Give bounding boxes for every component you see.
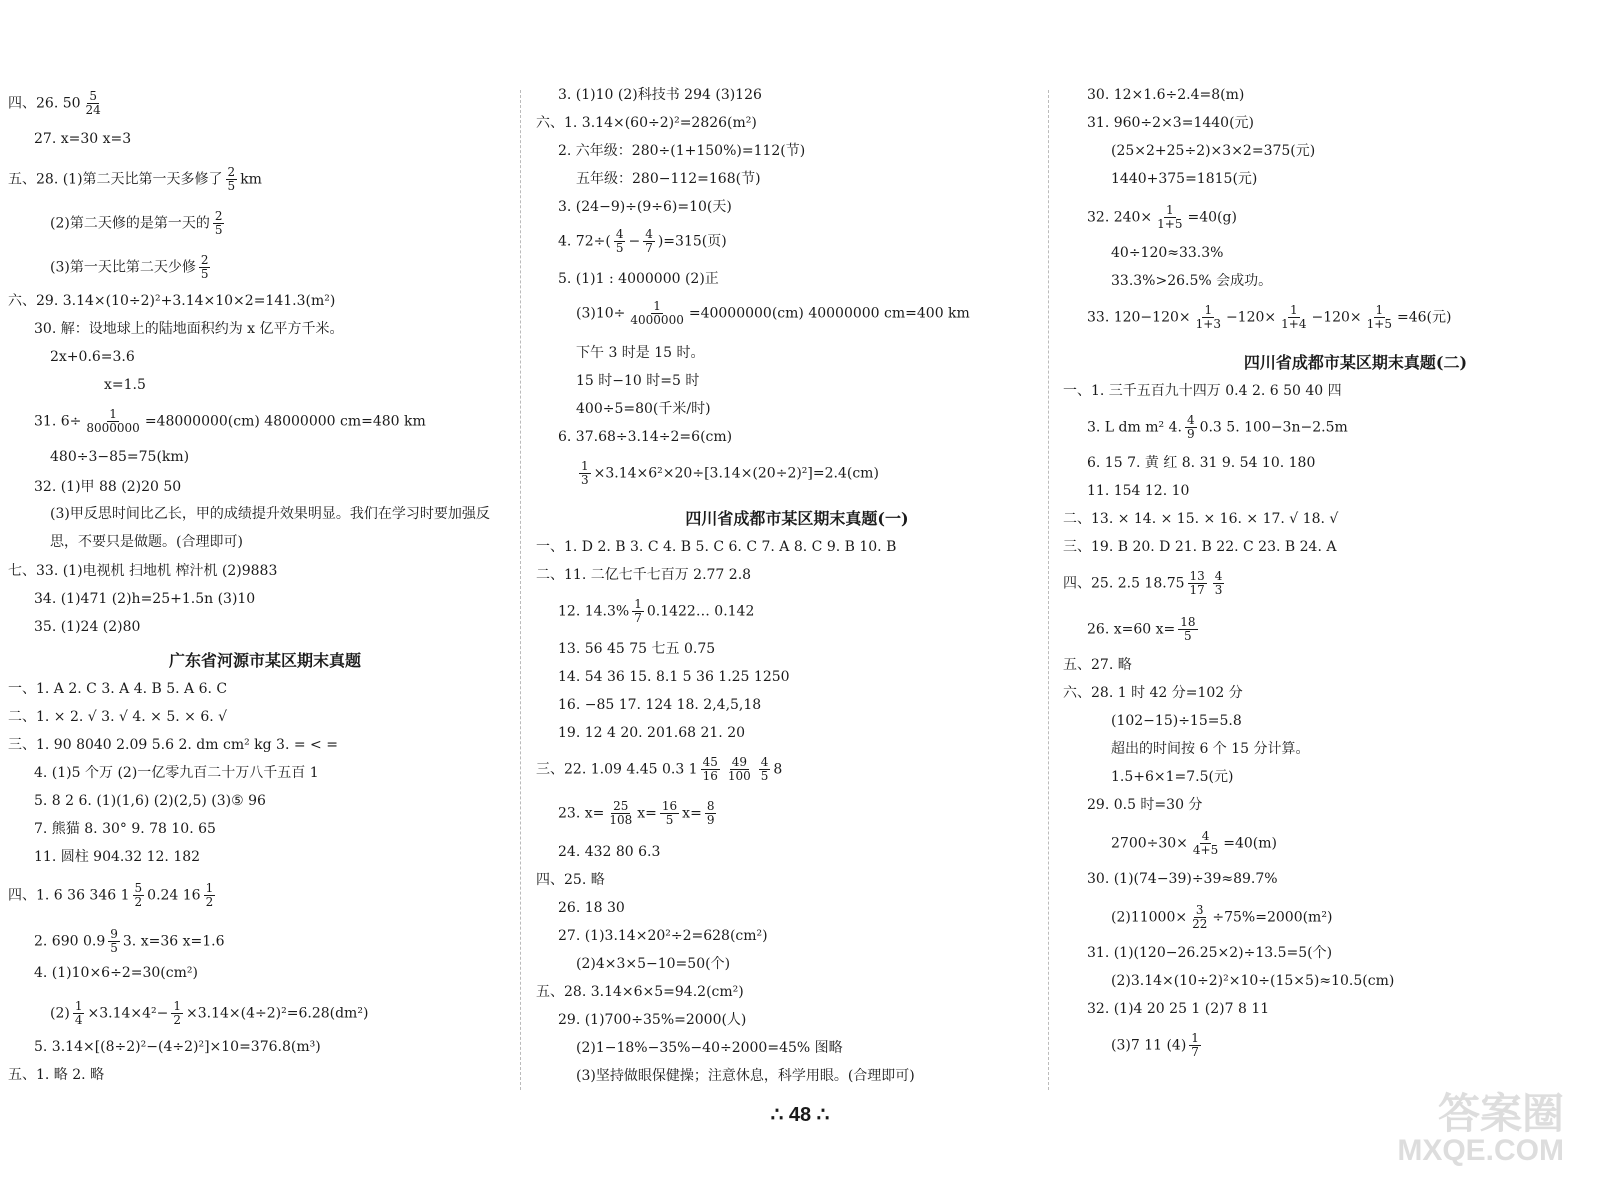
fraction: $\frac{1}{1+5}$ <box>1157 203 1183 231</box>
answer-line: 30. (1)(74−39)÷39≈89.7% <box>1087 871 1278 887</box>
answer-line: 三、1. 90 8040 2.09 5.6 2. dm cm² kg 3. = < = <box>8 737 338 753</box>
answer-column-2 <box>532 0 1062 1130</box>
answer-line: 2. 六年级：280÷(1+150%)=112(节) <box>558 143 806 159</box>
fraction: $\frac{5}{2}$ <box>134 881 143 909</box>
answer-line: 15 时−10 时=5 时 <box>576 373 700 389</box>
fraction: $\frac{2}{5}$ <box>200 253 209 281</box>
fraction: $\frac{8}{9}$ <box>706 799 715 827</box>
answer-line: 超出的时间按 6 个 15 分计算。 <box>1111 741 1310 757</box>
answer-line: (2) $\frac{1}{4}$ ×3.14×4²− $\frac{1}{2}$ ×3.14×(4÷2)²=6.28(dm²) <box>50 999 369 1027</box>
answer-line: 五、28. (1)第二天比第一天多修了 $\frac{2}{5}$ km <box>8 165 262 193</box>
page-number: ∴ 48 ∴ <box>770 1104 830 1126</box>
answer-line: 32. (1)甲 88 (2)20 50 <box>34 479 182 495</box>
answer-line: 下午 3 时是 15 时。 <box>576 345 705 361</box>
answer-line: 400÷5=80(千米/时) <box>576 401 711 417</box>
ornament-right-icon: ∴ <box>811 1104 830 1126</box>
answer-line: 五、27. 略 <box>1063 657 1132 673</box>
answer-line: 24. 432 80 6.3 <box>558 844 661 860</box>
answer-line: 480÷3−85=75(km) <box>50 449 190 465</box>
section-title: 四川省成都市某区期末真题(二) <box>1243 353 1468 372</box>
answer-line: (3)甲反思时间比乙长，甲的成绩提升效果明显。我们在学习时要加强反思，不要只是做题。(合理即可) <box>50 506 490 550</box>
answer-line: 五、1. 略 2. 略 <box>8 1067 105 1083</box>
section-title: 四川省成都市某区期末真题(一) <box>685 509 909 528</box>
answer-line: 6. 37.68÷3.14÷2=6(cm) <box>558 429 733 445</box>
answer-line: 一、1. 三千五百九十四万 0.4 2. 6 50 40 四 <box>1063 383 1342 399</box>
answer-line: 4. 72÷( $\frac{4}{5}$ − $\frac{4}{7}$ )=315(页) <box>558 227 727 255</box>
ornament-left-icon: ∴ <box>770 1104 789 1126</box>
answer-line: 四、1. 6 36 346 1 $\frac{5}{2}$ 0.24 16 $\frac{1}{2}$ <box>8 881 214 909</box>
answer-line: 12. 14.3% $\frac{1}{7}$ 0.1422… 0.142 <box>558 597 755 625</box>
fraction: $\frac{25}{108}$ <box>609 799 633 827</box>
answer-line: 27. x=30 x=3 <box>34 131 132 147</box>
answer-line: (102−15)÷15=5.8 <box>1111 713 1242 729</box>
answer-line: (2)11000× $\frac{3}{22}$ ÷75%=2000(m²) <box>1111 903 1333 931</box>
watermark-logo: 答案圈 MXQE.COM <box>1397 1090 1564 1167</box>
answer-line: (2)4×3×5−10=50(个) <box>576 956 731 972</box>
fraction: $\frac{1}{1+3}$ <box>1195 303 1221 331</box>
answer-line: 16. −85 17. 124 18. 2,4,5,18 <box>558 697 762 713</box>
fraction: $\frac{4}{7}$ <box>645 227 653 255</box>
answer-line: 二、1. × 2. √ 3. √ 4. × 5. × 6. √ <box>8 709 228 725</box>
answer-line: (2)1−18%−35%−40÷2000=45% 图略 <box>576 1040 843 1056</box>
answer-line: 六、29. 3.14×(10÷2)²+3.14×10×2=141.3(m²) <box>8 293 336 309</box>
answer-line: 3. (1)10 (2)科技书 294 (3)126 <box>558 87 762 103</box>
answer-line: 31. (1)(120−26.25×2)÷13.5=5(个) <box>1087 945 1333 961</box>
answer-line: 六、1. 3.14×(60÷2)²=2826(m²) <box>536 115 757 131</box>
fraction: $\frac{4}{9}$ <box>1186 413 1195 441</box>
answer-line: 3. L dm m² 4. $\frac{4}{9}$ 0.3 5. 100−3n−2.5m <box>1087 413 1348 441</box>
answer-column-1 <box>0 0 530 1130</box>
answer-line: 三、22. 1.09 4.45 0.3 1 $\frac{45}{16}$ $\frac{49}{100}$ $\frac{4}{5}$ 8 <box>536 755 783 783</box>
answer-line: 31. 960÷2×3=1440(元) <box>1087 115 1254 131</box>
fraction: $\frac{2}{5}$ <box>214 209 223 237</box>
answer-line: x=1.5 <box>104 377 146 393</box>
answer-line: 27. (1)3.14×20²÷2=628(cm²) <box>558 928 768 944</box>
fraction: $\frac{1}{2}$ <box>173 999 182 1027</box>
answer-line: 19. 12 4 20. 201.68 21. 20 <box>558 725 746 741</box>
fraction: $\frac{2}{5}$ <box>227 165 236 193</box>
answer-line: 5. (1)1 : 4000000 (2)正 <box>558 271 719 287</box>
answer-line: 32. 240× $\frac{1}{1+5}$ =40(g) <box>1087 203 1237 231</box>
fraction: $\frac{4}{5}$ <box>615 227 624 255</box>
fraction: $\frac{1}{1+5}$ <box>1366 303 1392 331</box>
answer-line: 30. 12×1.6÷2.4=8(m) <box>1087 87 1245 103</box>
answer-line: 7. 熊猫 8. 30° 9. 78 10. 65 <box>34 821 216 837</box>
answer-line: 一、1. A 2. C 3. A 4. B 5. A 6. C <box>8 681 228 697</box>
answer-line: 1440+375=1815(元) <box>1111 171 1258 187</box>
fraction: $\frac{9}{5}$ <box>110 927 118 955</box>
fraction: $\frac{1}{3}$ <box>581 459 589 487</box>
answer-line: 26. x=60 x= $\frac{18}{5}$ <box>1087 615 1196 643</box>
fraction: $\frac{3}{22}$ <box>1192 903 1208 931</box>
answer-line: $\frac{1}{3}$ ×3.14×6²×20÷[3.14×(20÷2)²]=2.4(cm) <box>581 459 879 487</box>
answer-line: 29. 0.5 时=30 分 <box>1087 797 1203 813</box>
answer-line: 五年级：280−112=168(节) <box>576 171 761 187</box>
fraction: $\frac{16}{5}$ <box>661 799 678 827</box>
answer-line: 30. 解：设地球上的陆地面积约为 x 亿平方千米。 <box>34 321 344 337</box>
answer-line: 2700÷30× $\frac{4}{4+5}$ =40(m) <box>1111 829 1277 857</box>
answer-line: (3)7 11 (4) $\frac{1}{7}$ <box>1111 1031 1199 1059</box>
answer-line: 四、26. 50 $\frac{5}{24}$ <box>8 89 101 117</box>
answer-line: 六、28. 1 时 42 分=102 分 <box>1063 685 1243 701</box>
answer-line: 6. 15 7. 黄 红 8. 31 9. 54 10. 180 <box>1087 455 1316 471</box>
fraction: $\frac{1}{8000000}$ <box>86 407 140 435</box>
answer-line: 35. (1)24 (2)80 <box>34 619 141 635</box>
answer-line: 四、25. 略 <box>536 872 605 888</box>
fraction: $\frac{45}{16}$ <box>702 755 718 783</box>
answer-line: 5. 8 2 6. (1)(1,6) (2)(2,5) (3)⑤ 96 <box>34 793 266 809</box>
fraction: $\frac{5}{24}$ <box>85 89 101 117</box>
answer-line: 23. x= $\frac{25}{108}$ x= $\frac{16}{5}$ x= $\frac{8}{9}$ <box>558 799 715 827</box>
answer-line: (3)坚持做眼保健操；注意休息，科学用眼。(合理即可) <box>576 1068 915 1084</box>
answer-line: 四、25. 2.5 18.75 $\frac{13}{17}$ $\frac{4}{3}$ <box>1063 569 1223 597</box>
answer-line: 五、28. 3.14×6×5=94.2(cm²) <box>536 984 744 1000</box>
answer-line: 一、1. D 2. B 3. C 4. B 5. C 6. C 7. A 8. C 9. B 10. B <box>536 539 897 555</box>
answer-line: 4. (1)5 个万 (2)一亿零九百二十万八千五百 1 <box>34 765 319 781</box>
fraction: $\frac{1}{4}$ <box>74 999 83 1027</box>
fraction: $\frac{4}{3}$ <box>1214 569 1223 597</box>
fraction: $\frac{1}{1+4}$ <box>1281 303 1307 331</box>
fraction: $\frac{1}{7}$ <box>634 597 642 625</box>
answer-line: 29. (1)700÷35%=2000(人) <box>558 1012 747 1028</box>
answer-line: 11. 圆柱 904.32 12. 182 <box>34 849 201 865</box>
answer-line: 二、11. 二亿七千七百万 2.77 2.8 <box>536 567 752 583</box>
answer-line: 1.5+6×1=7.5(元) <box>1111 769 1234 785</box>
answer-line: 3. (24−9)÷(9÷6)=10(天) <box>558 199 732 215</box>
fraction: $\frac{4}{4+5}$ <box>1192 829 1219 857</box>
answer-line: 31. 6÷ $\frac{1}{8000000}$ =48000000(cm) 48000000 cm=480 km <box>34 407 426 435</box>
answer-line: 33.3%>26.5% 会成功。 <box>1111 273 1273 289</box>
section-title: 广东省河源市某区期末真题 <box>168 651 361 670</box>
fraction: $\frac{1}{4000000}$ <box>630 299 684 327</box>
answer-line: 32. (1)4 20 25 1 (2)7 8 11 <box>1087 1001 1270 1017</box>
answer-line: 二、13. × 14. × 15. × 16. × 17. √ 18. √ <box>1063 511 1339 527</box>
answer-line: 七、33. (1)电视机 扫地机 榨汁机 (2)9883 <box>8 563 278 579</box>
answer-line: 2. 690 0.9 $\frac{9}{5}$ 3. x=36 x=1.6 <box>34 927 225 955</box>
answer-line: 2x+0.6=3.6 <box>50 349 135 365</box>
answer-line: 5. 3.14×[(8÷2)²−(4÷2)²]×10=376.8(m³) <box>34 1039 321 1055</box>
answer-column-3 <box>1063 0 1600 1130</box>
fraction: $\frac{1}{7}$ <box>1191 1031 1199 1059</box>
answer-line: 4. (1)10×6÷2=30(cm²) <box>34 965 198 981</box>
answer-line: (25×2+25÷2)×3×2=375(元) <box>1111 143 1316 159</box>
answer-line: (3)第一天比第二天少修 $\frac{2}{5}$ <box>50 253 209 281</box>
answer-line: 26. 18 30 <box>558 900 625 916</box>
answer-line: 40÷120≈33.3% <box>1111 245 1224 261</box>
answer-line: (3)10÷ $\frac{1}{4000000}$ =40000000(cm) 40000000 cm=400 km <box>576 299 970 327</box>
answer-line: 13. 56 45 75 七五 0.75 <box>558 641 716 657</box>
answer-line: (2)第二天修的是第一天的 $\frac{2}{5}$ <box>50 209 223 237</box>
answer-line: 三、19. B 20. D 21. B 22. C 23. B 24. A <box>1063 539 1337 555</box>
fraction: $\frac{1}{2}$ <box>205 881 214 909</box>
answer-line: 11. 154 12. 10 <box>1087 483 1190 499</box>
fraction: $\frac{18}{5}$ <box>1180 615 1196 643</box>
fraction: $\frac{4}{5}$ <box>760 755 769 783</box>
answer-line: 34. (1)471 (2)h=25+1.5n (3)10 <box>34 591 256 607</box>
answer-line: (2)3.14×(10÷2)²×10÷(15×5)≈10.5(cm) <box>1111 973 1395 989</box>
answer-line: 14. 54 36 15. 8.1 5 36 1.25 1250 <box>558 669 790 685</box>
answer-line: 33. 120−120× $\frac{1}{1+3}$ −120× $\frac{1}{1+4}$ −120× $\frac{1}{1+5}$ =46(元) <box>1087 303 1452 331</box>
fraction: $\frac{13}{17}$ <box>1189 569 1205 597</box>
fraction: $\frac{49}{100}$ <box>727 755 751 783</box>
